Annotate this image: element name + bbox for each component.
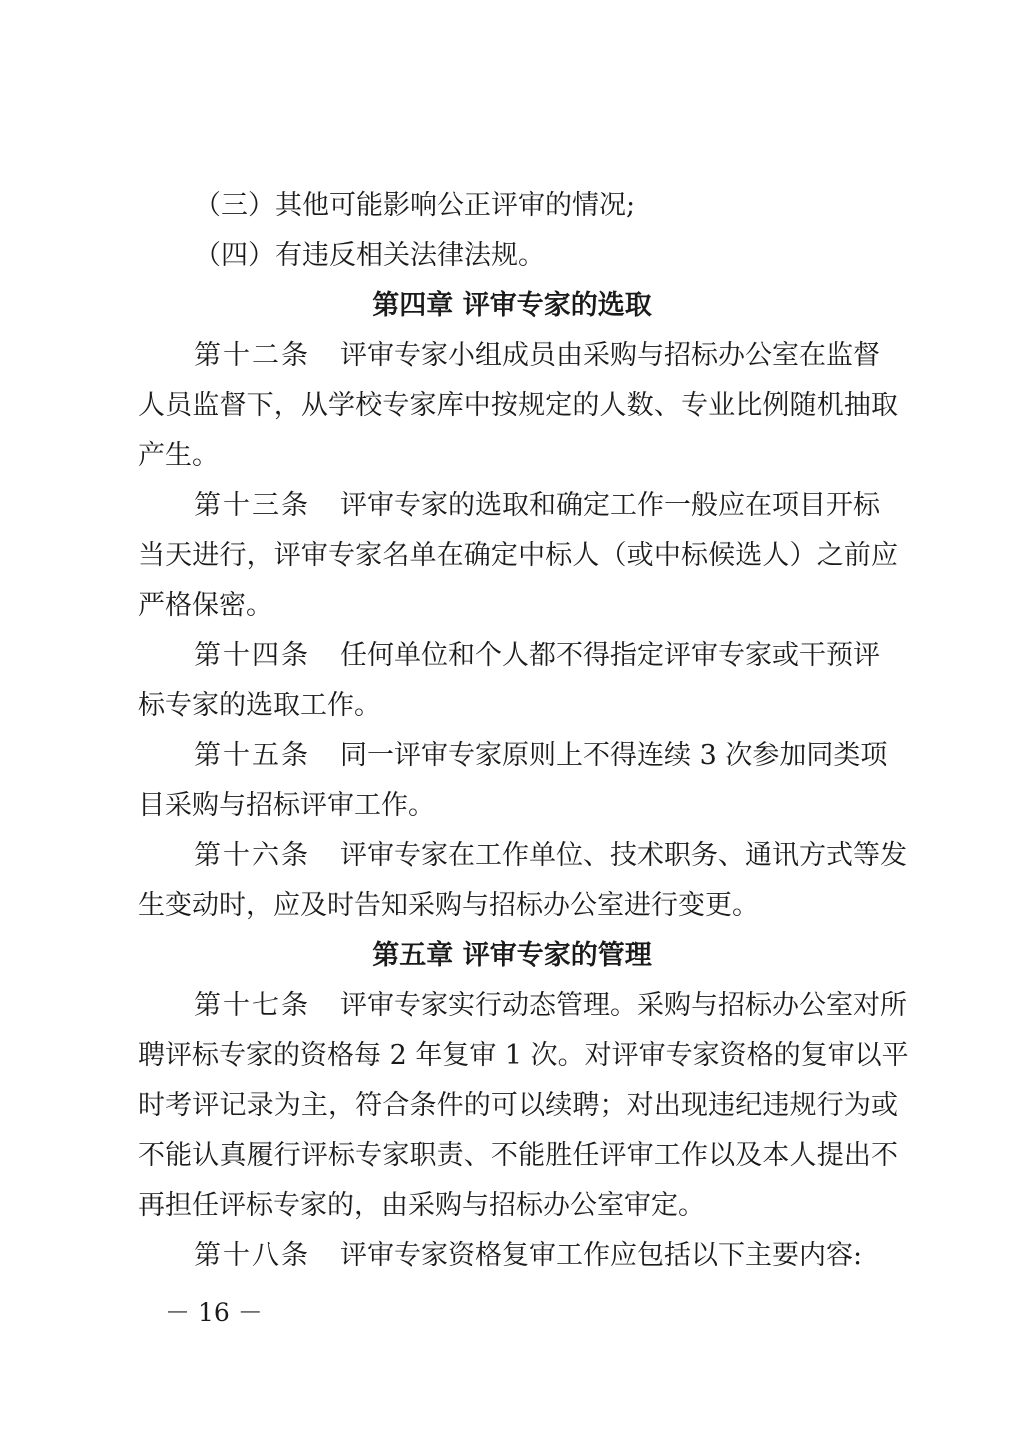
page-number: － 16 － (165, 1298, 263, 1327)
article-14-label: 第十四条 (194, 640, 310, 671)
article-15-text-1: 同一评审专家原则上不得连续 3 次参加同类项 (340, 740, 888, 771)
article-15-label: 第十五条 (194, 740, 310, 771)
article-17-line-5: 再担任评标专家的，由采购与招标办公室审定。 (138, 1190, 705, 1221)
article-16-text-1: 评审专家在工作单位、技术职务、通讯方式等发 (340, 840, 907, 871)
article-18-label: 第十八条 (194, 1240, 310, 1271)
article-17-line-3: 时考评记录为主，符合条件的可以续聘；对出现违纪违规行为或 (138, 1090, 898, 1121)
article-12-line-2: 人员监督下，从学校专家库中按规定的人数、专业比例随机抽取 (138, 390, 898, 421)
article-17-line-4: 不能认真履行评标专家职责、不能胜任评审工作以及本人提出不 (138, 1140, 898, 1171)
article-17-line-1 (194, 986, 907, 1026)
article-16-line-1 (194, 836, 907, 876)
chapter-four-heading: 第四章 评审专家的选取 (372, 290, 652, 321)
chapter-five-heading: 第五章 评审专家的管理 (372, 940, 652, 971)
article-12-line-1 (194, 336, 898, 376)
article-13-line-3: 严格保密。 (138, 590, 273, 621)
article-16-label: 第十六条 (194, 840, 310, 871)
list-item-four: （四）有违反相关法律法规。 (194, 240, 545, 271)
article-17-label: 第十七条 (194, 990, 310, 1021)
article-12-line-3: 产生。 (138, 440, 219, 471)
article-17-text-1: 评审专家实行动态管理。采购与招标办公室对所 (340, 990, 907, 1021)
article-14-text-1: 任何单位和个人都不得指定评审专家或干预评 (340, 640, 880, 671)
article-13-text-1: 评审专家的选取和确定工作一般应在项目开标 (340, 490, 880, 521)
article-13-line-1 (194, 486, 898, 526)
article-18-text-1: 评审专家资格复审工作应包括以下主要内容: (340, 1240, 863, 1271)
list-item-three: （三）其他可能影响公正评审的情况; (194, 190, 636, 221)
article-14-line-1 (194, 636, 898, 676)
article-15-line-2: 目采购与招标评审工作。 (138, 790, 435, 821)
article-13-line-2: 当天进行，评审专家名单在确定中标人（或中标候选人）之前应 (138, 540, 898, 571)
article-13-label: 第十三条 (194, 490, 310, 521)
article-15-line-1 (194, 736, 898, 776)
article-17-line-2: 聘评标专家的资格每 2 年复审 1 次。对评审专家资格的复审以平 (138, 1040, 909, 1071)
article-18-line-1 (194, 1236, 898, 1276)
article-12-label: 第十二条 (194, 340, 310, 371)
article-12-text-1: 评审专家小组成员由采购与招标办公室在监督 (340, 340, 880, 371)
article-14-line-2: 标专家的选取工作。 (138, 690, 381, 721)
article-16-line-2: 生变动时，应及时告知采购与招标办公室进行变更。 (138, 890, 759, 921)
